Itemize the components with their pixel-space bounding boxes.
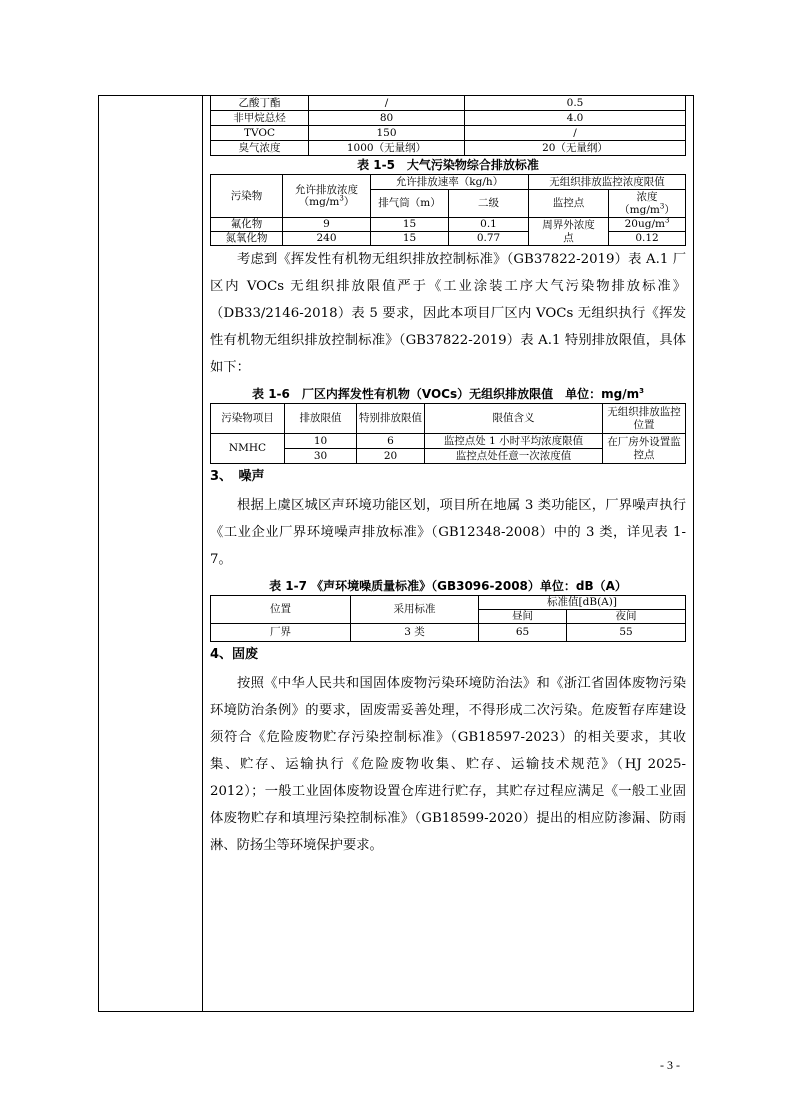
table-cell: / [465,126,686,141]
table-cell: 4.0 [465,111,686,126]
table-row [211,111,686,126]
table-cell: 乙酸丁酯 [211,96,309,111]
header-limit-meaning: 限值含义 [425,404,603,434]
column-divider [202,95,203,1012]
table-1-6 [210,403,686,464]
table-cell: 0.77 [449,232,529,246]
table-cell: 65 [479,624,567,642]
table-row [211,232,686,246]
header-emission-limit: 排放限值 [285,404,357,434]
table-1-5 [210,174,686,246]
table-cell: 9 [283,218,371,232]
header-standard: 采用标准 [351,596,479,624]
section-heading-solid-waste: 4、固废 [210,647,259,662]
table-row [211,434,686,449]
paragraph-noise: 根据上虞区城区声环境功能区划，项目所在地属 3 类功能区，厂界噪声执行《工业企业厂界环境噪声排放标准》（GB12348-2008）中的 3 类，详见表 1-7。 [210,498,686,567]
table-cell: $20ug/m^3$ [609,218,686,232]
table-cell: 氮氧化物 [211,232,283,246]
paragraph-vocs: 考虑到《挥发性有机物无组织排放控制标准》（GB37822-2019）表 A.1 厂区内 VOCs 无组织排放限值严于《工业涂装工序大气污染物排放标准》（DB33/2146-2018）表 5 要求，因此本项目厂区内 VOCs 无组织执行《挥发性有机物无组织排放控制标准》（GB37822-2019）表 A.1 特别排放限值，具体如下： [210,252,686,375]
header-level: 二级 [449,190,529,218]
table-cell: TVOC [211,126,309,141]
header-special-limit: 特别排放限值 [357,404,425,434]
header-unorganized-limit: 无组织排放监控浓度限值 [529,175,686,190]
table-cell: 80 [309,111,465,126]
header-day: 昼间 [479,610,567,624]
page-number: - 3 - [660,1058,680,1072]
table-cell: 厂界 [211,624,351,642]
table-cell: 0.5 [465,96,686,111]
table-cell: 氟化物 [211,218,283,232]
table-cell: / [309,96,465,111]
table-cell: 3 类 [351,624,479,642]
table-cell: 在厂房外设置监控点 [603,434,686,464]
header-standard-value: 标准值[dB(A)] [479,596,686,610]
header-pollutant: 污染物 [211,175,283,218]
table-cell: 臭气浓度 [211,141,309,156]
table-top [210,95,686,156]
table-cell: 10 [285,434,357,449]
header-monitor-position: 无组织排放监控位置 [603,404,686,434]
header-pollutant-item: 污染物项目 [211,404,285,434]
header-night: 夜间 [567,610,686,624]
table-row [211,141,686,156]
table-cell: 周界外浓度 [529,218,609,232]
table-cell: 6 [357,434,425,449]
table-cell: 点 [529,232,609,246]
table-1-7-caption: 表 1-7 《声环境噪质量标准》（GB3096-2008）单位：dB（A） [269,579,627,593]
table-row [211,126,686,141]
table-row [211,624,686,642]
table-1-5-caption: 表 1-5 大气污染物综合排放标准 [357,158,539,172]
header-monitor-point: 监控点 [529,190,609,218]
table-cell: 20 [357,449,425,464]
table-cell: 150 [309,126,465,141]
table-cell: 55 [567,624,686,642]
table-cell: 30 [285,449,357,464]
table-cell: 1000（无量纲） [309,141,465,156]
table-cell: 0.1 [449,218,529,232]
table-cell: 15 [371,232,449,246]
table-1-7 [210,595,686,642]
table-1-6-caption: 表 1-6 厂区内挥发性有机物（VOCs）无组织排放限值 单位：$mg/m^3$ [252,387,644,401]
header-density: 浓度 $(mg/m^3)$ [609,190,686,218]
table-cell: NMHC [211,434,285,464]
table-row [211,596,686,610]
table-row [211,404,686,434]
table-cell: 非甲烷总烃 [211,111,309,126]
header-allowed-rate: 允许排放速率（kg/h） [371,175,529,190]
table-row [211,218,686,232]
table-cell: 监控点处 1 小时平均浓度限值 [425,434,603,449]
table-row [211,96,686,111]
table-row [211,175,686,190]
header-position: 位置 [211,596,351,624]
table-cell: 监控点处任意一次浓度值 [425,449,603,464]
table-cell: 0.12 [609,232,686,246]
table-cell: 240 [283,232,371,246]
table-cell: 15 [371,218,449,232]
paragraph-solid-waste: 按照《中华人民共和国固体废物污染环境防治法》和《浙江省固体废物污染环境防治条例》的要求，固废需妥善处理，不得形成二次污染。危废暂存库建设须符合《危险废物贮存污染控制标准》（GB18597-2023）的相关要求，其收集、贮存、运输执行《危险废物收集、贮存、运输技术规范》（HJ 2025-2012）；一般工业固体废物设置仓库进行贮存，其贮存过程应满足《一般工业固体废物贮存和填埋污染控制标准》（GB18599-2020）提出的相应防渗漏、防雨淋、防扬尘等环境保护要求。 [210,676,686,853]
header-allowed-concentration: 允许排放浓度 $(mg/m^3)$ [283,175,371,218]
header-chimney: 排气筒（m） [371,190,449,218]
main-content [210,95,686,859]
section-heading-noise: 3、 噪声 [210,469,265,484]
table-cell: 20（无量纲） [465,141,686,156]
